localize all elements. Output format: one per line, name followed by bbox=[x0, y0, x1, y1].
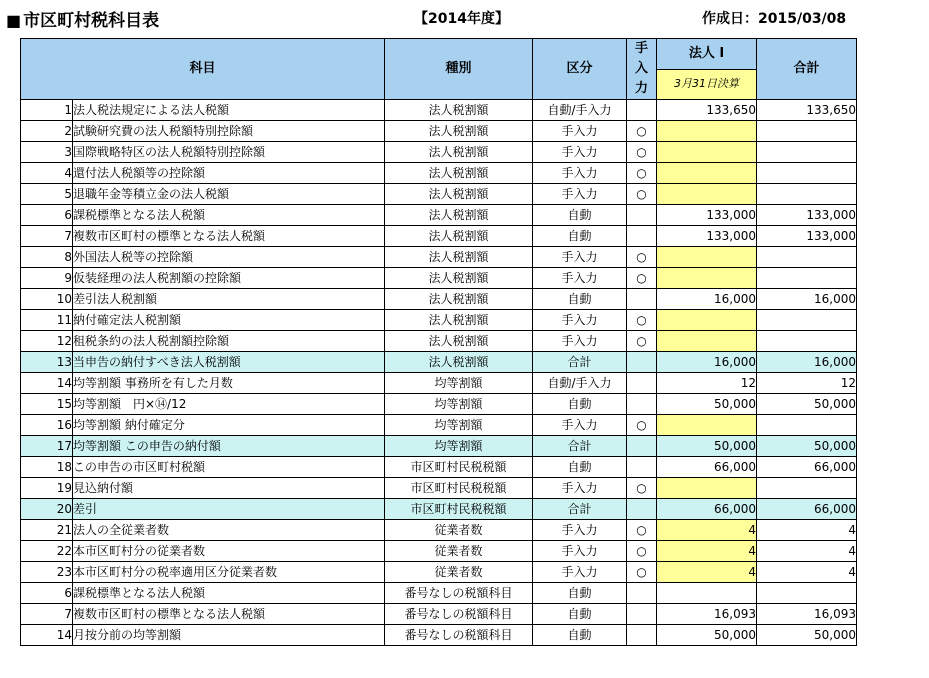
row-kubun: 自動 bbox=[533, 625, 627, 646]
row-kubun: 自動/手入力 bbox=[533, 100, 627, 121]
table-row bbox=[21, 415, 857, 436]
row-item: 仮装経理の法人税割額の控除額 bbox=[73, 268, 385, 289]
row-kubun: 手入力 bbox=[533, 562, 627, 583]
row-type: 法人税割額 bbox=[385, 289, 533, 310]
row-manual-mark bbox=[627, 205, 657, 226]
row-type: 法人税割額 bbox=[385, 247, 533, 268]
row-kubun: 手入力 bbox=[533, 163, 627, 184]
row-manual-mark: ○ bbox=[627, 121, 657, 142]
row-corp-input-cell[interactable] bbox=[657, 331, 757, 352]
row-manual-mark: ○ bbox=[627, 163, 657, 184]
row-corp-value: 50,000 bbox=[657, 394, 757, 415]
row-type: 法人税割額 bbox=[385, 100, 533, 121]
row-kubun: 合計 bbox=[533, 352, 627, 373]
row-corp-input-cell[interactable] bbox=[657, 415, 757, 436]
row-type: 法人税割額 bbox=[385, 184, 533, 205]
row-manual-mark bbox=[627, 583, 657, 604]
row-kubun: 手入力 bbox=[533, 310, 627, 331]
manual-char-3: 力 bbox=[634, 81, 648, 96]
row-corp-value: 66,000 bbox=[657, 499, 757, 520]
row-item: 均等割額 円×⑭/12 bbox=[73, 394, 385, 415]
manual-char-1: 手 bbox=[634, 41, 648, 56]
row-total-value bbox=[757, 184, 857, 205]
tax-item-table bbox=[20, 38, 857, 646]
table-row bbox=[21, 184, 857, 205]
row-total-value: 4 bbox=[757, 520, 857, 541]
row-item: 複数市区町村の標準となる法人税額 bbox=[73, 226, 385, 247]
row-item: この申告の市区町村税額 bbox=[73, 457, 385, 478]
row-total-value: 133,000 bbox=[757, 205, 857, 226]
row-item: 試験研究費の法人税額特別控除額 bbox=[73, 121, 385, 142]
row-number: 21 bbox=[21, 520, 73, 541]
row-corp-input-cell[interactable] bbox=[657, 121, 757, 142]
manual-char-2: 入 bbox=[634, 61, 648, 76]
row-total-value bbox=[757, 121, 857, 142]
row-manual-mark bbox=[627, 604, 657, 625]
row-kubun: 自動 bbox=[533, 604, 627, 625]
row-number: 19 bbox=[21, 478, 73, 499]
row-type: 市区町村民税税額 bbox=[385, 499, 533, 520]
row-corp-input-cell[interactable] bbox=[657, 142, 757, 163]
row-total-value: 16,000 bbox=[757, 352, 857, 373]
row-corp-value: 133,000 bbox=[657, 226, 757, 247]
row-manual-mark: ○ bbox=[627, 541, 657, 562]
row-kubun: 手入力 bbox=[533, 142, 627, 163]
row-manual-mark bbox=[627, 373, 657, 394]
table-row bbox=[21, 604, 857, 625]
row-corp-input-cell[interactable]: 4 bbox=[657, 520, 757, 541]
table-row bbox=[21, 436, 857, 457]
created-date-label: 作成日： bbox=[702, 11, 758, 27]
row-manual-mark bbox=[627, 352, 657, 373]
table-row bbox=[21, 331, 857, 352]
table-row bbox=[21, 121, 857, 142]
row-item: 差引 bbox=[73, 499, 385, 520]
row-number: 7 bbox=[21, 226, 73, 247]
row-manual-mark: ○ bbox=[627, 520, 657, 541]
row-item: 法人の全従業者数 bbox=[73, 520, 385, 541]
fiscal-year: 【2014年度】 bbox=[414, 11, 509, 27]
col-header-total: 合計 bbox=[757, 39, 857, 100]
row-total-value: 12 bbox=[757, 373, 857, 394]
row-corp-value: 133,650 bbox=[657, 100, 757, 121]
table-row bbox=[21, 394, 857, 415]
row-item: 課税標準となる法人税額 bbox=[73, 583, 385, 604]
row-manual-mark bbox=[627, 394, 657, 415]
row-number: 22 bbox=[21, 541, 73, 562]
row-number: 12 bbox=[21, 331, 73, 352]
row-type: 均等割額 bbox=[385, 394, 533, 415]
row-type: 法人税割額 bbox=[385, 268, 533, 289]
row-kubun: 手入力 bbox=[533, 520, 627, 541]
row-number: 13 bbox=[21, 352, 73, 373]
row-total-value bbox=[757, 310, 857, 331]
row-manual-mark: ○ bbox=[627, 562, 657, 583]
created-date-value: 2015/03/08 bbox=[758, 11, 847, 27]
col-header-corp-settlement: 3月31日決算 bbox=[657, 69, 757, 100]
row-item: 納付確定法人税割額 bbox=[73, 310, 385, 331]
row-manual-mark: ○ bbox=[627, 184, 657, 205]
row-total-value: 4 bbox=[757, 541, 857, 562]
row-type: 従業者数 bbox=[385, 520, 533, 541]
table-row bbox=[21, 205, 857, 226]
row-type: 均等割額 bbox=[385, 436, 533, 457]
row-number: 9 bbox=[21, 268, 73, 289]
row-number: 15 bbox=[21, 394, 73, 415]
row-corp-value: 16,000 bbox=[657, 352, 757, 373]
title-text: 市区町村税科目表 bbox=[23, 11, 160, 31]
row-corp-value bbox=[657, 583, 757, 604]
row-type: 番号なしの税額科目 bbox=[385, 604, 533, 625]
row-manual-mark bbox=[627, 436, 657, 457]
row-number: 14 bbox=[21, 625, 73, 646]
row-corp-value: 50,000 bbox=[657, 436, 757, 457]
row-manual-mark: ○ bbox=[627, 142, 657, 163]
row-total-value: 66,000 bbox=[757, 499, 857, 520]
row-type: 番号なしの税額科目 bbox=[385, 583, 533, 604]
row-number: 11 bbox=[21, 310, 73, 331]
table-row bbox=[21, 352, 857, 373]
row-total-value: 66,000 bbox=[757, 457, 857, 478]
row-item: 複数市区町村の標準となる法人税額 bbox=[73, 604, 385, 625]
page-title bbox=[6, 6, 159, 31]
row-type: 法人税割額 bbox=[385, 310, 533, 331]
table-row bbox=[21, 478, 857, 499]
row-type: 市区町村民税税額 bbox=[385, 457, 533, 478]
row-number: 7 bbox=[21, 604, 73, 625]
row-total-value bbox=[757, 415, 857, 436]
table-row bbox=[21, 562, 857, 583]
row-total-value: 16,093 bbox=[757, 604, 857, 625]
row-number: 1 bbox=[21, 100, 73, 121]
row-manual-mark: ○ bbox=[627, 415, 657, 436]
row-item: 還付法人税額等の控除額 bbox=[73, 163, 385, 184]
row-number: 17 bbox=[21, 436, 73, 457]
row-manual-mark bbox=[627, 289, 657, 310]
row-type: 法人税割額 bbox=[385, 205, 533, 226]
row-type: 均等割額 bbox=[385, 373, 533, 394]
row-manual-mark: ○ bbox=[627, 478, 657, 499]
row-number: 14 bbox=[21, 373, 73, 394]
col-header-item: 科目 bbox=[21, 39, 385, 100]
row-manual-mark: ○ bbox=[627, 247, 657, 268]
row-kubun: 手入力 bbox=[533, 121, 627, 142]
row-item: 課税標準となる法人税額 bbox=[73, 205, 385, 226]
row-kubun: 手入力 bbox=[533, 541, 627, 562]
row-manual-mark bbox=[627, 625, 657, 646]
row-number: 3 bbox=[21, 142, 73, 163]
row-type: 従業者数 bbox=[385, 541, 533, 562]
row-item: 均等割額 この申告の納付額 bbox=[73, 436, 385, 457]
row-item: 月按分前の均等割額 bbox=[73, 625, 385, 646]
row-kubun: 手入力 bbox=[533, 478, 627, 499]
row-total-value bbox=[757, 331, 857, 352]
row-kubun: 自動 bbox=[533, 583, 627, 604]
row-kubun: 自動/手入力 bbox=[533, 373, 627, 394]
row-type: 法人税割額 bbox=[385, 121, 533, 142]
row-number: 5 bbox=[21, 184, 73, 205]
row-kubun: 手入力 bbox=[533, 268, 627, 289]
row-total-value: 50,000 bbox=[757, 436, 857, 457]
row-type: 市区町村民税税額 bbox=[385, 478, 533, 499]
table-row bbox=[21, 142, 857, 163]
row-type: 従業者数 bbox=[385, 562, 533, 583]
row-number: 16 bbox=[21, 415, 73, 436]
row-total-value: 133,000 bbox=[757, 226, 857, 247]
row-number: 6 bbox=[21, 583, 73, 604]
table-row bbox=[21, 625, 857, 646]
row-total-value: 16,000 bbox=[757, 289, 857, 310]
row-kubun: 手入力 bbox=[533, 247, 627, 268]
row-number: 4 bbox=[21, 163, 73, 184]
row-item: 国際戦略特区の法人税額特別控除額 bbox=[73, 142, 385, 163]
row-item: 本市区町村分の税率適用区分従業者数 bbox=[73, 562, 385, 583]
row-kubun: 手入力 bbox=[533, 331, 627, 352]
row-corp-input-cell[interactable] bbox=[657, 268, 757, 289]
table-row bbox=[21, 310, 857, 331]
row-kubun: 自動 bbox=[533, 457, 627, 478]
row-number: 2 bbox=[21, 121, 73, 142]
row-total-value: 50,000 bbox=[757, 394, 857, 415]
row-type: 法人税割額 bbox=[385, 352, 533, 373]
row-corp-input-cell[interactable] bbox=[657, 310, 757, 331]
table-row bbox=[21, 163, 857, 184]
row-kubun: 自動 bbox=[533, 394, 627, 415]
row-type: 法人税割額 bbox=[385, 226, 533, 247]
row-manual-mark: ○ bbox=[627, 310, 657, 331]
created-date bbox=[702, 8, 846, 28]
col-header-manual bbox=[627, 39, 657, 100]
row-manual-mark bbox=[627, 226, 657, 247]
row-item: 租税条約の法人税割額控除額 bbox=[73, 331, 385, 352]
row-manual-mark bbox=[627, 457, 657, 478]
row-item: 当申告の納付すべき法人税割額 bbox=[73, 352, 385, 373]
row-corp-value: 50,000 bbox=[657, 625, 757, 646]
row-corp-input-cell[interactable] bbox=[657, 478, 757, 499]
row-item: 外国法人税等の控除額 bbox=[73, 247, 385, 268]
row-manual-mark: ○ bbox=[627, 331, 657, 352]
row-type: 番号なしの税額科目 bbox=[385, 625, 533, 646]
table-row bbox=[21, 226, 857, 247]
row-number: 8 bbox=[21, 247, 73, 268]
row-manual-mark bbox=[627, 499, 657, 520]
row-corp-input-cell[interactable]: 4 bbox=[657, 541, 757, 562]
row-kubun: 自動 bbox=[533, 205, 627, 226]
row-item: 均等割額 事務所を有した月数 bbox=[73, 373, 385, 394]
row-type: 均等割額 bbox=[385, 415, 533, 436]
row-corp-value: 12 bbox=[657, 373, 757, 394]
row-kubun: 合計 bbox=[533, 499, 627, 520]
row-number: 6 bbox=[21, 205, 73, 226]
table-row bbox=[21, 100, 857, 121]
row-corp-input-cell[interactable]: 4 bbox=[657, 562, 757, 583]
row-manual-mark: ○ bbox=[627, 268, 657, 289]
row-total-value: 133,650 bbox=[757, 100, 857, 121]
row-item: 均等割額 納付確定分 bbox=[73, 415, 385, 436]
sheet-header bbox=[0, 0, 929, 34]
row-kubun: 手入力 bbox=[533, 415, 627, 436]
row-total-value bbox=[757, 268, 857, 289]
table-row bbox=[21, 289, 857, 310]
row-type: 法人税割額 bbox=[385, 331, 533, 352]
row-type: 法人税割額 bbox=[385, 163, 533, 184]
row-kubun: 合計 bbox=[533, 436, 627, 457]
row-item: 本市区町村分の従業者数 bbox=[73, 541, 385, 562]
row-item: 退職年金等積立金の法人税額 bbox=[73, 184, 385, 205]
row-manual-mark bbox=[627, 100, 657, 121]
row-number: 18 bbox=[21, 457, 73, 478]
table-row bbox=[21, 457, 857, 478]
row-total-value: 4 bbox=[757, 562, 857, 583]
table-row bbox=[21, 499, 857, 520]
row-item: 見込納付額 bbox=[73, 478, 385, 499]
table-row bbox=[21, 583, 857, 604]
row-corp-value: 66,000 bbox=[657, 457, 757, 478]
table-row bbox=[21, 268, 857, 289]
table-row bbox=[21, 247, 857, 268]
row-corp-value: 16,000 bbox=[657, 289, 757, 310]
row-type: 法人税割額 bbox=[385, 142, 533, 163]
table-row bbox=[21, 520, 857, 541]
row-corp-input-cell[interactable] bbox=[657, 247, 757, 268]
square-icon: ■ bbox=[6, 11, 22, 30]
row-total-value bbox=[757, 247, 857, 268]
row-number: 20 bbox=[21, 499, 73, 520]
row-corp-input-cell[interactable] bbox=[657, 163, 757, 184]
row-item: 法人税法規定による法人税額 bbox=[73, 100, 385, 121]
row-corp-value: 133,000 bbox=[657, 205, 757, 226]
col-header-corp: 法人 Ⅰ bbox=[657, 39, 757, 70]
row-kubun: 自動 bbox=[533, 226, 627, 247]
row-total-value bbox=[757, 142, 857, 163]
row-corp-value: 16,093 bbox=[657, 604, 757, 625]
table-row bbox=[21, 541, 857, 562]
row-kubun: 自動 bbox=[533, 289, 627, 310]
row-kubun: 手入力 bbox=[533, 184, 627, 205]
row-number: 10 bbox=[21, 289, 73, 310]
row-total-value: 50,000 bbox=[757, 625, 857, 646]
row-corp-input-cell[interactable] bbox=[657, 184, 757, 205]
row-number: 23 bbox=[21, 562, 73, 583]
row-total-value bbox=[757, 583, 857, 604]
table-row bbox=[21, 373, 857, 394]
row-item: 差引法人税割額 bbox=[73, 289, 385, 310]
col-header-type: 種別 bbox=[385, 39, 533, 100]
row-total-value bbox=[757, 478, 857, 499]
row-total-value bbox=[757, 163, 857, 184]
col-header-kubun: 区分 bbox=[533, 39, 627, 100]
